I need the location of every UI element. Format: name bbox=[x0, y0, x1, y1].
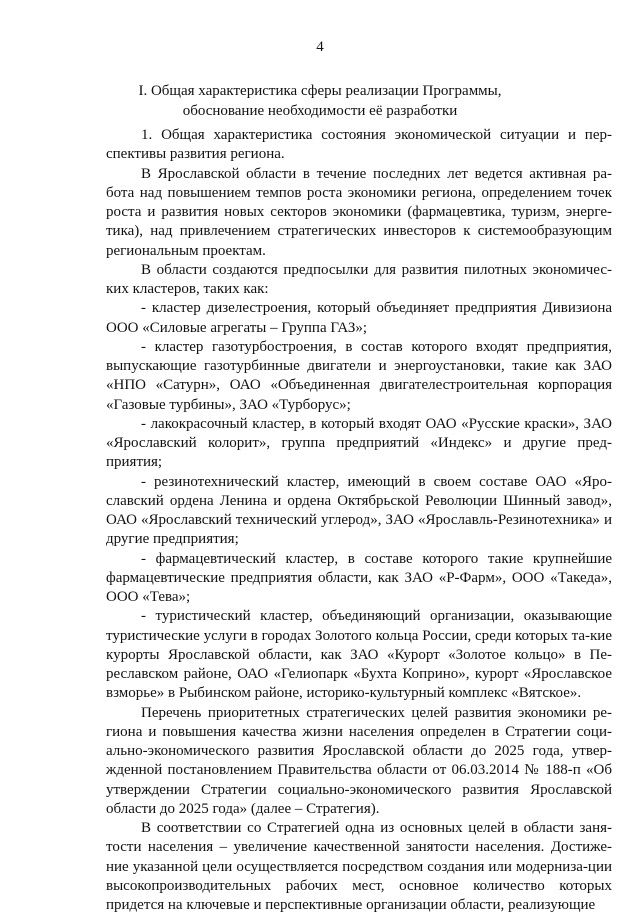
body-text bbox=[106, 126, 612, 915]
list-item-gas-turbine-cluster: - кластер газотурбостроения, в состав которого входят предприятия, выпускающие газотурбинные двигатели и энергоустановки, такие как ЗАО «НПО «Сатурн», ОАО «Объединенная двигателестроительная корпорация «Газовые турбины», ЗАО «Турборус»; bbox=[106, 338, 612, 413]
page-number: 4 bbox=[316, 39, 324, 55]
list-item-diesel-cluster: - кластер дизелестроения, который объединяет предприятия Дивизиона ООО «Силовые агрегаты – Группа ГАЗ»; bbox=[106, 300, 612, 336]
list-item-paint-cluster: - лакокрасочный кластер, в который входят ОАО «Русские краски», ЗАО «Ярославский колорит», группа предприятий «Индекс» и другие пред-приятия; bbox=[106, 415, 612, 471]
section-heading bbox=[100, 81, 540, 121]
list-item-pharma-cluster: - фармацевтический кластер, в составе которого такие крупнейшие фармацевтические предприятия области, как ЗАО «Р-Фарм», ООО «Такеда», ООО «Тева»; bbox=[106, 550, 612, 605]
section-heading-line-2: обоснование необходимости её разработки bbox=[182, 103, 458, 119]
paragraph-strategy-goals: Перечень приоритетных стратегических целей развития экономики ре-гиона и повышения качества жизни населения определен в Стратегии соци-ально-экономического развития Ярославской области до 2025 года, утвер-жденной постановлением Правительства области от 06.03.2014 № 188-п «Об утверждении Стратегии социально-экономического развития Ярославской области до 2025 года» (далее – Стратегия). bbox=[106, 704, 612, 817]
list-item-tourism-cluster: - туристический кластер, объединяющий организации, оказывающие туристические услуги в городах Золотого кольца России, среди которых та-кие курорты Ярославской области, как ЗАО «Курорт «Золотое кольцо» в Пе-реславском районе, ОАО «Гелиопарк «Бухта Коприно», курорт «Ярославское взморье» в Рыбинском районе, историко-культурный комплекс «Вятское». bbox=[106, 608, 612, 702]
list-item-rubber-cluster: - резинотехнический кластер, имеющий в своем составе ОАО «Яро-славский ордена Ленина и ордена Октябрьской Революции Шинный завод», ОАО «Ярославский технический углерод», ЗАО «Ярославль-Резинотехника» и другие предприятия; bbox=[106, 473, 612, 548]
section-heading-line-1: I. Общая характеристика сферы реализации Программы, bbox=[138, 83, 502, 99]
paragraph-growth-efforts: В Ярославской области в течение последних лет ведется активная ра-бота над повышением темпов роста экономики региона, определением точек роста и развития новых секторов экономики (фармацевтика, туризм, энерге-тика), над привлечением стратегических инвесторов к системообразующим региональным проектам. bbox=[106, 165, 612, 259]
paragraph-clusters-intro: В области создаются предпосылки для развития пилотных экономичес-ких кластеров, таких как: bbox=[106, 261, 612, 297]
paragraph-economic-situation: 1. Общая характеристика состояния экономической ситуации и пер-спективы развития региона. bbox=[106, 127, 612, 163]
paragraph-employment-goal: В соответствии со Стратегией одна из основных целей в области заня-тости населения – увеличение качественной занятости населения. Достиже-ние указанной цели осуществляется посредством создания или модерниза-ции высокопроизводительных рабочих мест, основное количество которых придется на ключевые и перспективные организации области, реализующие bbox=[106, 820, 612, 913]
